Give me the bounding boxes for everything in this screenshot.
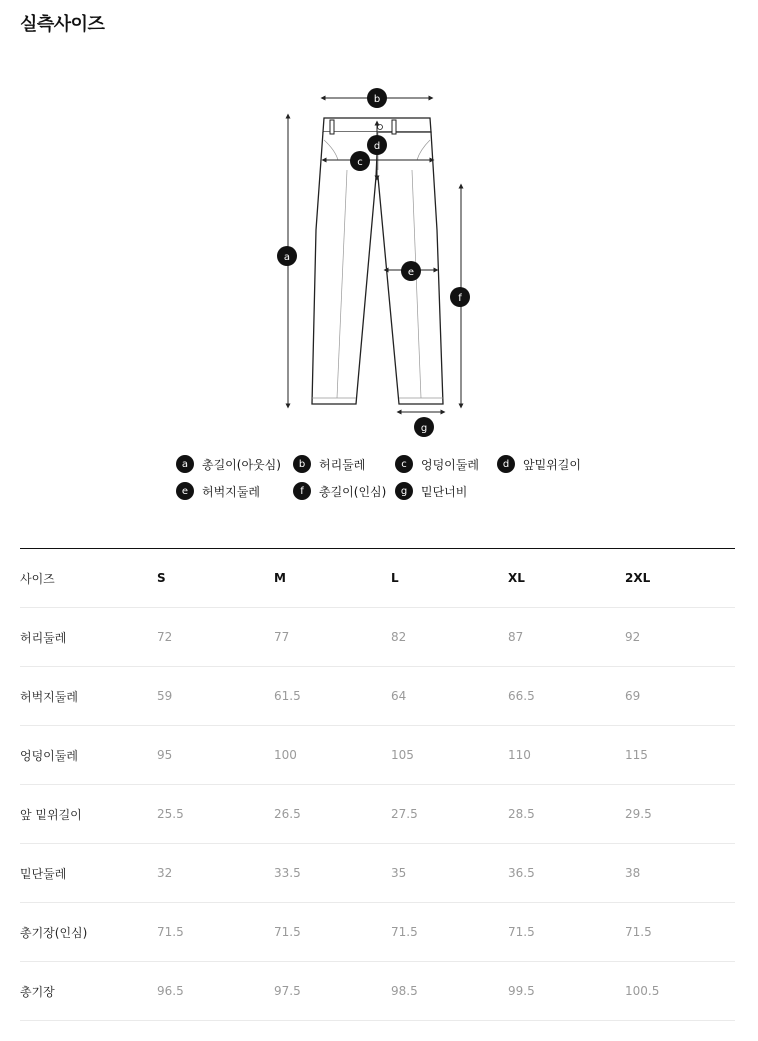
table-cell: 61.5	[274, 689, 301, 703]
button-icon	[378, 125, 383, 130]
table-cell: 87	[508, 630, 524, 644]
size-table	[20, 548, 735, 1021]
page-title: 실측사이즈	[20, 14, 105, 35]
row-label: 앞 밑위길이	[20, 807, 82, 822]
table-cell: 99.5	[508, 984, 535, 998]
table-cell: 71.5	[625, 925, 652, 939]
table-header-cell: 2XL	[625, 571, 651, 585]
legend-badge: d	[497, 455, 515, 473]
table-cell: 59	[157, 689, 173, 703]
table-cell: 72	[157, 630, 173, 644]
table-row	[20, 844, 735, 903]
legend-badge: g	[395, 482, 413, 500]
svg-text:e: e	[407, 267, 415, 278]
table-row	[20, 726, 735, 785]
table-cell: 29.5	[625, 807, 652, 821]
table-cell: 82	[391, 630, 407, 644]
table-row	[20, 608, 735, 667]
legend-label: 허리둘레	[319, 457, 366, 472]
pants-measurement-diagram	[0, 80, 758, 440]
table-cell: 110	[508, 748, 531, 762]
row-label: 엉덩이둘레	[20, 748, 78, 763]
row-label: 총기장(인심)	[20, 925, 88, 940]
svg-text:a: a	[283, 252, 291, 263]
table-cell: 105	[391, 748, 414, 762]
diagram-badge-g	[414, 417, 434, 437]
table-cell: 26.5	[274, 807, 301, 821]
table-cell: 66.5	[508, 689, 535, 703]
diagram-badge-e	[401, 261, 421, 281]
legend-badge: c	[395, 455, 413, 473]
table-cell: 115	[625, 748, 648, 762]
table-cell: 64	[391, 689, 407, 703]
table-header-cell: L	[391, 571, 399, 585]
legend-badge: f	[293, 482, 311, 500]
svg-text:c: c	[357, 157, 363, 168]
table-cell: 92	[625, 630, 641, 644]
legend-badge: a	[176, 455, 194, 473]
table-cell: 100	[274, 748, 297, 762]
legend-label: 밑단너비	[421, 484, 468, 499]
diagram-badge-c	[350, 151, 370, 171]
legend-badge: e	[176, 482, 194, 500]
table-header-cell: XL	[508, 571, 525, 585]
table-header-cell: M	[274, 571, 286, 585]
legend-label: 총길이(아웃심)	[202, 457, 281, 472]
table-header-cell: 사이즈	[20, 571, 55, 586]
table-cell: 100.5	[625, 984, 660, 998]
svg-text:g: g	[420, 423, 428, 434]
table-row	[20, 785, 735, 844]
diagram-badge-b	[367, 88, 387, 108]
table-cell: 36.5	[508, 866, 535, 880]
table-row	[20, 667, 735, 726]
table-row	[20, 903, 735, 962]
table-cell: 71.5	[391, 925, 418, 939]
row-label: 총기장	[20, 984, 55, 999]
legend-label: 허벅지둘레	[202, 484, 260, 499]
legend-label: 엉덩이둘레	[421, 457, 479, 472]
svg-text:f: f	[458, 293, 462, 304]
table-cell: 71.5	[157, 925, 184, 939]
table-header-cell: S	[157, 571, 166, 585]
table-cell: 32	[157, 866, 173, 880]
legend-item-a	[176, 454, 281, 474]
table-cell: 95	[157, 748, 173, 762]
row-label: 밑단둘레	[20, 866, 67, 881]
table-cell: 77	[274, 630, 290, 644]
legend-item-f	[293, 481, 386, 501]
measurement-legend	[176, 454, 606, 508]
table-header-row	[20, 549, 735, 608]
table-row	[20, 962, 735, 1021]
legend-item-d	[497, 454, 581, 474]
table-cell: 28.5	[508, 807, 535, 821]
legend-badge: b	[293, 455, 311, 473]
legend-label: 앞밑위길이	[523, 457, 581, 472]
diagram-badge-a	[277, 246, 297, 266]
row-label: 허벅지둘레	[20, 689, 78, 704]
legend-item-b	[293, 454, 365, 474]
table-cell: 71.5	[274, 925, 301, 939]
svg-text:b: b	[373, 94, 381, 105]
diagram-badge-f	[450, 287, 470, 307]
table-cell: 96.5	[157, 984, 184, 998]
table-cell: 97.5	[274, 984, 301, 998]
legend-item-c	[395, 454, 479, 474]
table-cell: 35	[391, 866, 407, 880]
table-cell: 27.5	[391, 807, 418, 821]
table-cell: 69	[625, 689, 641, 703]
table-cell: 33.5	[274, 866, 301, 880]
legend-item-g	[395, 481, 467, 501]
legend-item-e	[176, 481, 260, 501]
legend-label: 총길이(인심)	[319, 484, 387, 499]
row-label: 허리둘레	[20, 630, 67, 645]
table-cell: 25.5	[157, 807, 184, 821]
table-cell: 71.5	[508, 925, 535, 939]
table-cell: 98.5	[391, 984, 418, 998]
svg-text:d: d	[373, 141, 381, 152]
table-cell: 38	[625, 866, 641, 880]
diagram-badge-d	[367, 135, 387, 155]
